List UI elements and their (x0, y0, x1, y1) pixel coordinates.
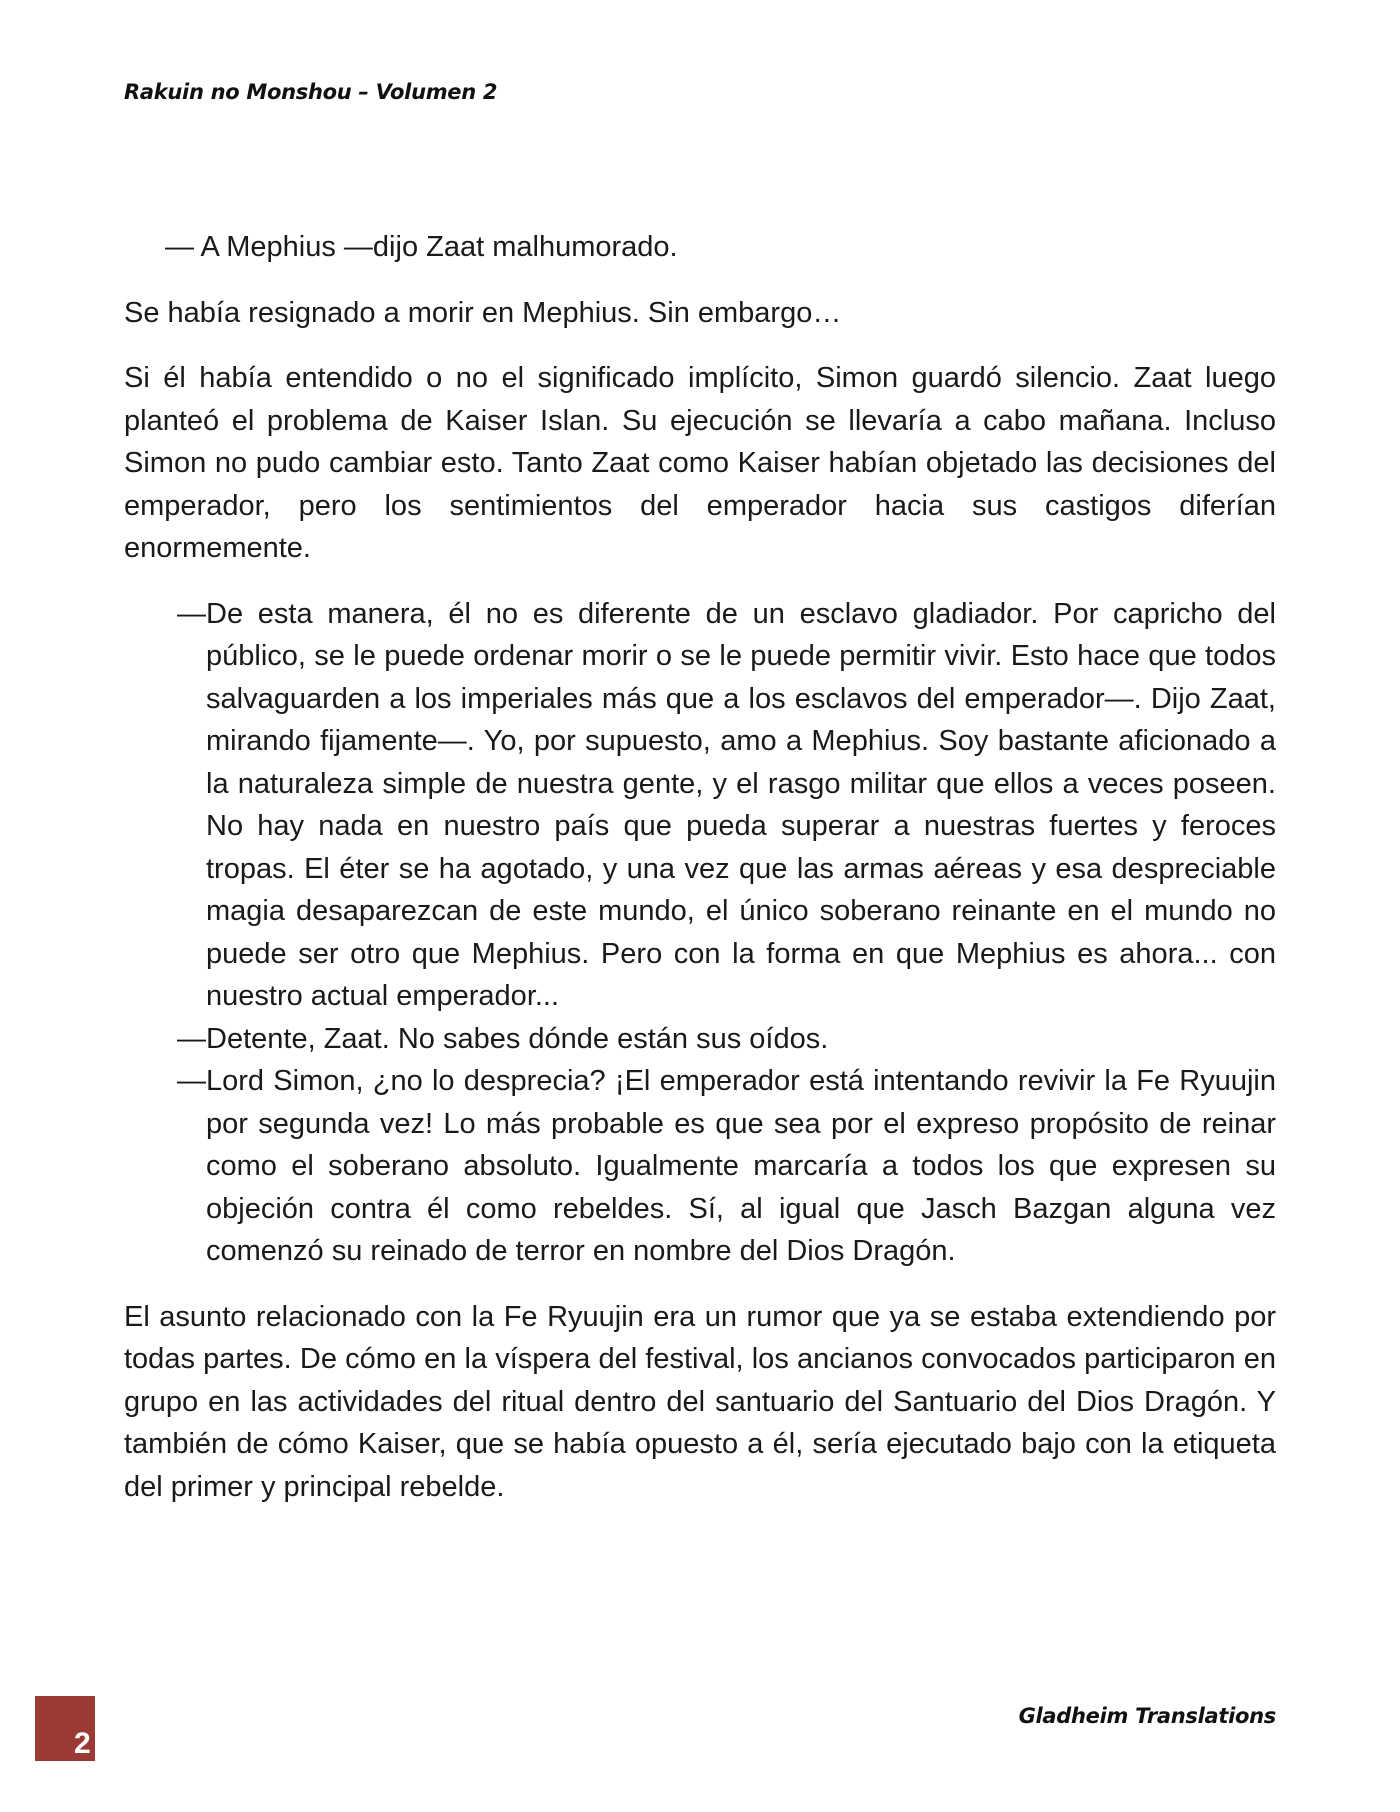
paragraph: El asunto relacionado con la Fe Ryuujin era un rumor que ya se estaba extendiendo por todas partes. De cómo en la víspera del festival, los ancianos convocados participaron en grupo en las actividades del ritual dentro del santuario del Santuario del Dios Dragón. Y también de cómo Kaiser, que se había opuesto a él, sería ejecutado bajo con la etiqueta del primer y principal rebelde. (124, 1300, 1276, 1503)
dialogue-dash: — (177, 1065, 206, 1097)
paragraph: Si él había entendido o no el significado implícito, Simon guardó silencio. Zaat luego planteó el problema de Kaiser Islan. Su ejecución se llevaría a cabo mañana. Incluso Simon no pudo cambiar esto. Tanto Zaat como Kaiser habían objetado las decisiones del emperador, pero los sentimientos del emperador hacia sus castigos diferían enormemente. (124, 362, 1276, 564)
dialogue-block (124, 593, 1276, 1273)
page-number: 2 (74, 1727, 91, 1760)
running-header: Rakuin no Monshou – Volumen 2 (124, 80, 498, 104)
dialogue-line (124, 1060, 1276, 1273)
paragraph: Se había resignado a morir en Mephius. Sin embargo… (124, 296, 842, 329)
translator-credit: Gladheim Translations (1018, 1704, 1276, 1728)
dialogue-line (124, 1018, 1276, 1061)
dialogue-line (124, 593, 1276, 1018)
page-number-rule (35, 1761, 95, 1764)
dialogue-text: De esta manera, él no es diferente de un esclavo gladiador. Por capricho del público, se le puede ordenar morir o se le puede permitir vivir. Esto hace que todos salvaguarden a los imperiales más que a los esclavos del emperador—. Dijo Zaat, mirando fijamente—. Yo, por supuesto, amo a Mephius. Soy bastante aficionado a la naturaleza simple de nuestra gente, y el rasgo militar que ellos a veces poseen. No hay nada en nuestro país que pueda superar a nuestras fuertes y feroces tropas. El éter se ha agotado, y una vez que las armas aéreas y esa despreciable magia desaparezcan de este mundo, el único soberano reinante en el mundo no puede ser otro que Mephius. Pero con la forma en que Mephius es ahora... con nuestro actual emperador... (206, 597, 1276, 1012)
dialogue-dash: — (177, 1022, 206, 1055)
dialogue-line: — A Mephius —dijo Zaat malhumorado. (165, 231, 678, 263)
page-body (124, 226, 1276, 1531)
dialogue-dash: — (177, 597, 206, 630)
dialogue-text: Lord Simon, ¿no lo desprecia? ¡El emperador está intentando revivir la Fe Ryuujin por segunda vez! Lo más probable es que sea por el expreso propósito de reinar como el soberano absoluto. Igualmente marcaría a todos los que expresen su objeción contra él como rebeldes. Sí, al igual que Jasch Bazgan alguna vez comenzó su reinado de terror en nombre del Dios Dragón. (206, 1065, 1276, 1267)
dialogue-text: Detente, Zaat. No sabes dónde están sus oídos. (206, 1022, 829, 1055)
